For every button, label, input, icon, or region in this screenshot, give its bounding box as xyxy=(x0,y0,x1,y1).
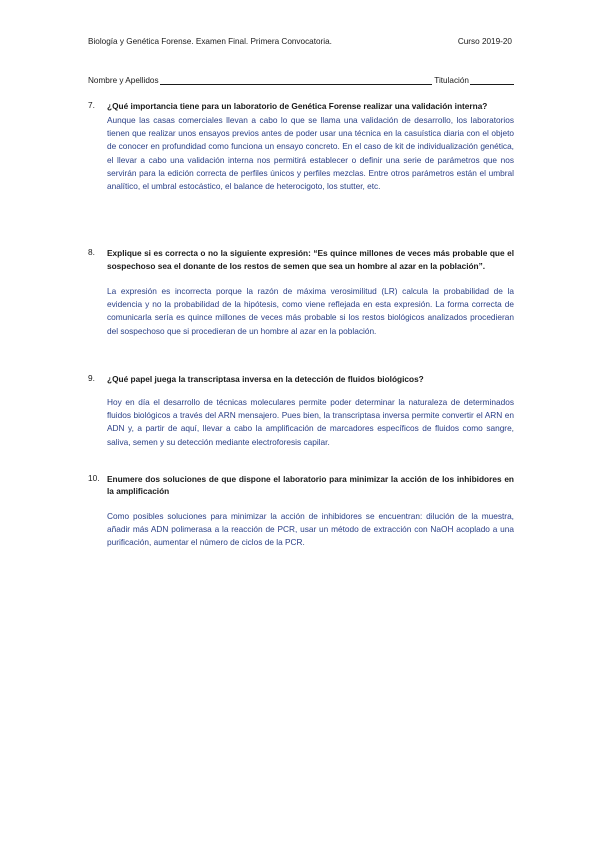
name-blank-field[interactable] xyxy=(160,75,433,85)
degree-blank-field[interactable] xyxy=(470,75,514,85)
question-block-8 xyxy=(88,247,514,338)
question-text: ¿Qué papel juega la transcriptasa inversa en la detección de fluidos biológicos? xyxy=(107,374,424,384)
answer-text: La expresión es incorrecta porque la razón de máxima verosimilitud (LR) calcula la probabilidad de la evidencia y no la probabilidad de la hipótesis, como viene reflejada en esta expresión. La forma correcta de comunicarla sería es quince millones de veces más probable si los restos biológicos analizados procedieran del sospechoso que si procedieran de un hombre al azar en la población. xyxy=(107,286,514,336)
answer-text: Hoy en día el desarrollo de técnicas moleculares permite poder determinar la naturaleza de determinados fluidos biológicos a través del ARN mensajero. Pues bien, la transcriptasa inversa permite convertir el ARN en ADN y, a partir de aquí, llevar a cabo la amplificación de marcadores específicos de fluidos como sangre, saliva, semen y su detección mediante electroforesis capilar. xyxy=(107,397,514,447)
question-block-10 xyxy=(88,473,514,550)
answer-text: Aunque las casas comerciales llevan a cabo lo que se llama una validación de desarrollo, los laboratorios tienen que realizar unos ensayos previos antes de poder usar una técnica en la casuística diaria con el objeto de conocer en profundidad como funciona un ensayo concreto. En el caso de kit de individualización genética, el llevar a cabo una validación interna nos permitirá establecer o definir una serie de parámetros que nos servirán para la edición correcta de perfiles únicos y perfiles mezclas. Entre otros parámetros están el umbral analítico, el umbral estocástico, el balance de heterocigoto, los stutter, etc. xyxy=(107,115,514,192)
question-block-9 xyxy=(88,373,514,449)
name-label: Nombre y Apellidos xyxy=(88,76,159,85)
question-number: 8. xyxy=(88,247,95,257)
question-text: Enumere dos soluciones de que dispone el laboratorio para minimizar la acción de los inhibidores en la amplificación xyxy=(107,474,514,496)
question-number: 7. xyxy=(88,100,95,110)
header-academic-year: Curso 2019-20 xyxy=(457,37,512,46)
question-number: 10. xyxy=(88,473,100,483)
question-text: ¿Qué importancia tiene para un laboratorio de Genética Forense realizar una validación interna? xyxy=(107,101,488,111)
question-number: 9. xyxy=(88,373,95,383)
degree-label: Titulación xyxy=(434,76,469,85)
student-info-line xyxy=(88,75,514,85)
header-course-title: Biología y Genética Forense. Examen Final. Primera Convocatoria. xyxy=(88,37,332,46)
page-header xyxy=(88,37,512,46)
question-text: Explique si es correcta o no la siguiente expresión: “Es quince millones de veces más probable que el sospechoso sea el donante de los restos de semen que sea un hombre al azar en la población”. xyxy=(107,248,514,271)
answer-text: Como posibles soluciones para minimizar la acción de inhibidores se encuentran: dilución de la muestra, añadir más ADN polimerasa a la reacción de PCR, usar un método de extracción con NaOH acoplado a una purificación, aumentar el número de ciclos de la PCR. xyxy=(107,511,514,548)
question-block-7 xyxy=(88,100,514,193)
